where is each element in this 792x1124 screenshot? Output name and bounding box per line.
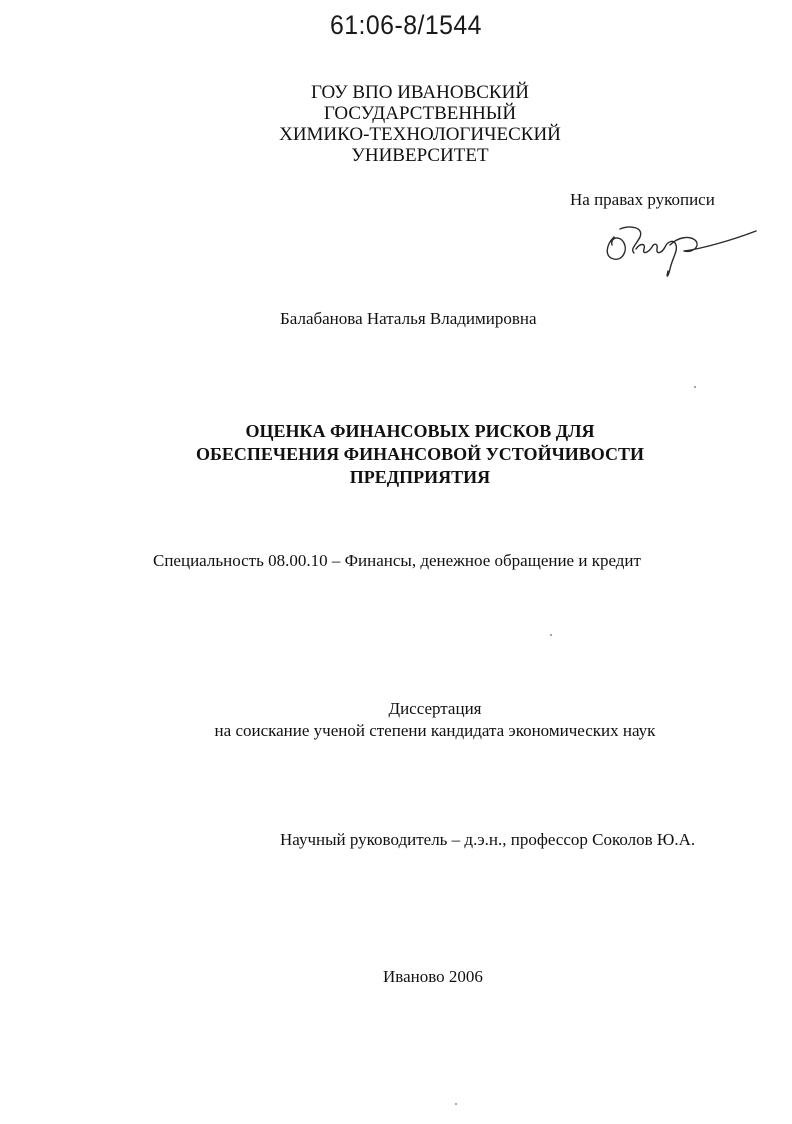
- scan-speck: [455, 1103, 457, 1105]
- handwritten-signature: [600, 215, 760, 280]
- university-line-3: УНИВЕРСИТЕТ: [351, 145, 489, 166]
- specialty-line: Специальность 08.00.10 – Финансы, денежное обращение и кредит: [153, 551, 641, 570]
- author-name: Балабанова Наталья Владимировна: [280, 309, 537, 328]
- title-line-3: ПРЕДПРИЯТИЯ: [349, 467, 491, 487]
- manuscript-rights-note: На правах рукописи: [570, 190, 715, 209]
- scientific-advisor: Научный руководитель – д.э.н., профессор Соколов Ю.А.: [280, 830, 696, 849]
- dissertation-title: [170, 420, 670, 489]
- title-line-1: ОЦЕНКА ФИНАНСОВЫХ РИСКОВ ДЛЯ: [245, 421, 595, 441]
- university-name: [215, 82, 625, 166]
- title-line-2: ОБЕСПЕЧЕНИЯ ФИНАНСОВОЙ УСТОЙЧИВОСТИ: [195, 444, 645, 464]
- university-line-2: ХИМИКО-ТЕХНОЛОГИЧЕСКИЙ: [279, 124, 561, 145]
- dissertation-label: Диссертация: [388, 699, 482, 718]
- city-year: Иваново 2006: [383, 967, 483, 986]
- degree-statement: [150, 698, 720, 742]
- university-line-1: ГОУ ВПО ИВАНОВСКИЙ ГОСУДАРСТВЕННЫЙ: [310, 82, 530, 124]
- degree-purpose: на соискание ученой степени кандидата экономических наук: [214, 721, 656, 740]
- scan-speck: [550, 634, 552, 636]
- archive-stamp: 61:06-8/1544: [330, 10, 482, 40]
- scan-speck: [694, 386, 696, 388]
